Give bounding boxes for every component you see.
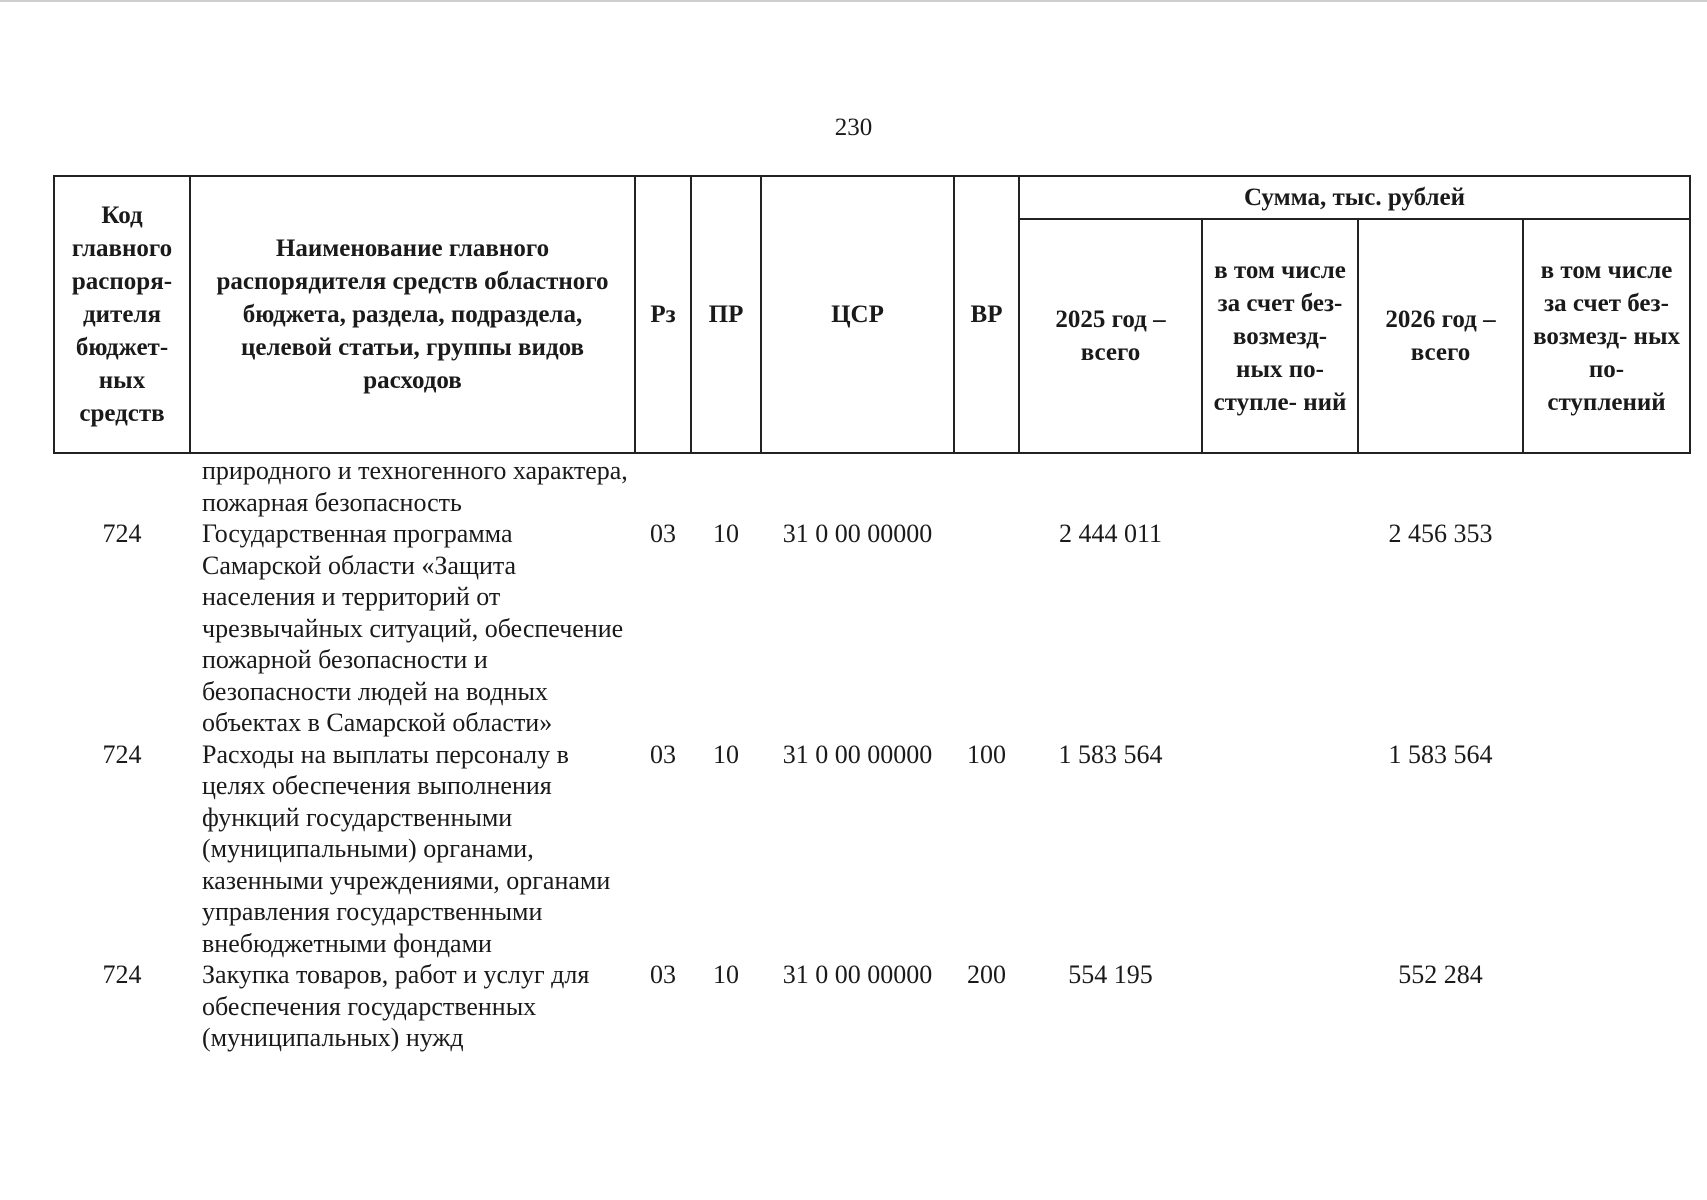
row-2026-total: 552 284 bbox=[1398, 960, 1483, 989]
row-code: 724 bbox=[102, 519, 142, 548]
page-number: 230 bbox=[834, 114, 873, 141]
header-sum-group: Сумма, тыс. рублей bbox=[1019, 176, 1690, 219]
header-2026-total: 2026 год – всего bbox=[1358, 219, 1523, 453]
header-2025-total: 2025 год – всего bbox=[1019, 219, 1202, 453]
row-name: Закупка товаров, работ и услуг для обеспечения государственных (муниципальных) нужд bbox=[202, 960, 590, 1052]
header-rz: Рз bbox=[635, 176, 691, 453]
row-name: природного и техногенного характера, пожарная безопасность bbox=[202, 456, 628, 517]
row-csr: 31 0 00 00000 bbox=[782, 739, 933, 769]
header-code: Код главного распоря- дителя бюджет- ных средств bbox=[54, 176, 190, 453]
table-header bbox=[54, 176, 1690, 453]
header-name: Наименование главного распорядителя средств областного бюджета, раздела, подраздела, целевой статьи, группы видов расходов bbox=[190, 176, 635, 453]
table-row bbox=[54, 518, 1690, 739]
table-row bbox=[54, 739, 1690, 960]
row-2026-total bbox=[1358, 453, 1523, 518]
row-2025-free bbox=[1202, 959, 1358, 1054]
row-csr: 31 0 00 00000 bbox=[782, 519, 933, 548]
row-code: 724 bbox=[102, 739, 142, 769]
row-vr: 100 bbox=[967, 739, 1006, 769]
row-rz: 03 bbox=[650, 960, 676, 989]
budget-table bbox=[53, 175, 1691, 1054]
row-pr: 10 bbox=[713, 739, 739, 769]
row-2026-free bbox=[1523, 453, 1690, 518]
row-2025-free bbox=[1202, 518, 1358, 739]
row-2025-free bbox=[1202, 739, 1358, 960]
top-rule bbox=[0, 0, 1707, 2]
row-2026-free bbox=[1523, 518, 1690, 739]
row-rz: 03 bbox=[650, 519, 676, 548]
row-2026-total: 1 583 564 bbox=[1388, 739, 1493, 769]
row-2025-free bbox=[1202, 453, 1358, 518]
row-2026-free bbox=[1523, 959, 1690, 1054]
row-2026-free bbox=[1523, 739, 1690, 960]
row-vr bbox=[954, 518, 1019, 739]
header-csr: ЦСР bbox=[761, 176, 954, 453]
row-rz: 03 bbox=[650, 739, 676, 769]
row-vr bbox=[954, 453, 1019, 518]
row-code bbox=[54, 453, 190, 518]
header-vr: ВР bbox=[954, 176, 1019, 453]
row-pr: 10 bbox=[713, 960, 739, 989]
header-2025-free: в том числе за счет без- возмезд- ных по- ступле- ний bbox=[1202, 219, 1358, 453]
row-vr: 200 bbox=[967, 960, 1006, 989]
row-code: 724 bbox=[102, 960, 142, 989]
row-name: Государственная программа Самарской области «Защита населения и территорий от чрезвычайных ситуаций, обеспечение пожарной безопасности и безопасности людей на водных объектах в Самарской области» bbox=[202, 519, 624, 737]
row-2025-total: 554 195 bbox=[1068, 960, 1153, 989]
row-pr bbox=[691, 453, 761, 518]
header-2026-free: в том числе за счет без- возмезд- ных по- ступлений bbox=[1523, 219, 1690, 453]
row-csr: 31 0 00 00000 bbox=[782, 960, 933, 989]
table-body bbox=[54, 453, 1690, 1054]
row-csr bbox=[761, 453, 954, 518]
table-row bbox=[54, 959, 1690, 1054]
row-name: Расходы на выплаты персоналу в целях обеспечения выполнения функций государственными (муниципальными) органами, казенными учреждениями, органами управления государственными внебюджетными фондами bbox=[202, 739, 611, 958]
table-row bbox=[54, 453, 1690, 518]
row-2025-total bbox=[1019, 453, 1202, 518]
row-pr: 10 bbox=[713, 519, 739, 548]
row-2025-total: 2 444 011 bbox=[1058, 519, 1163, 548]
row-2026-total: 2 456 353 bbox=[1388, 519, 1493, 548]
header-pr: ПР bbox=[691, 176, 761, 453]
row-2025-total: 1 583 564 bbox=[1058, 739, 1163, 769]
row-rz bbox=[635, 453, 691, 518]
